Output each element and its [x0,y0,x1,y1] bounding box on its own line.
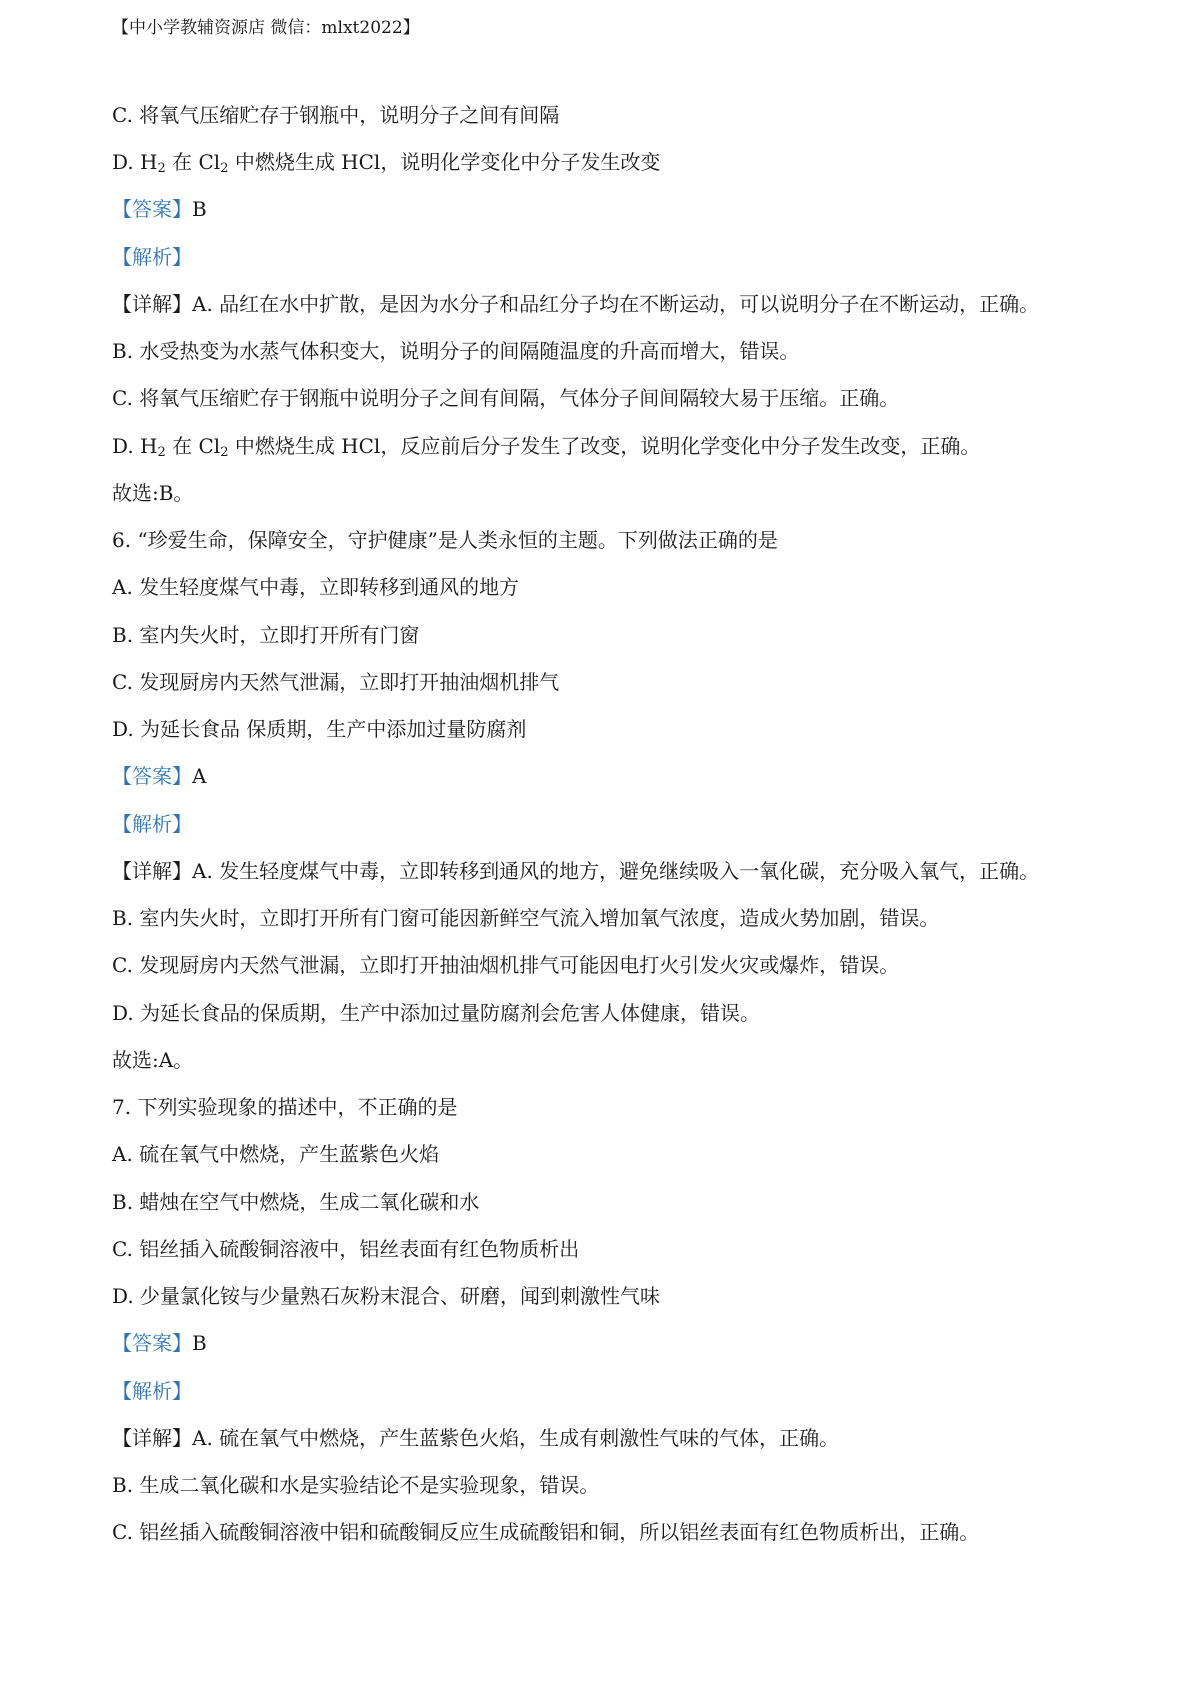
q6-analysis-tag: 【解析】 [112,812,192,836]
answer-tag: 【答案】 [112,1331,192,1355]
q7-detail-a: 【详解】A. 硫在氧气中燃烧，产生蓝紫色火焰，生成有刺激性气味的气体，正确。 [112,1426,840,1450]
q7-stem: 7. 下列实验现象的描述中，不正确的是 [112,1095,458,1119]
q7-option-b: B. 蜡烛在空气中燃烧，生成二氧化碳和水 [112,1190,480,1214]
q7-answer: 【答案】B [112,1331,207,1355]
q6-option-c: C. 发现厨房内天然气泄漏，立即打开抽油烟机排气 [112,670,560,694]
q7-detail-b: B. 生成二氧化碳和水是实验结论不是实验现象，错误。 [112,1473,600,1497]
q5-detail-d: D. $H_2$ 在 $Cl_2$ 中燃烧生成 HCl，反应前后分子发生了改变，说明化学变化中分子发生改变，正确。 [112,434,981,460]
q6-detail-b: B. 室内失火时，立即打开所有门窗可能因新鲜空气流入增加氧气浓度，造成火势加剧，错误。 [112,906,940,930]
q5-analysis-tag: 【解析】 [112,245,192,269]
page-header: 【中小学教辅资源店 微信：mlxt2022】 [112,18,420,38]
q7-option-a: A. 硫在氧气中燃烧，产生蓝紫色火焰 [112,1142,440,1166]
q5-detail-b: B. 水受热变为水蒸气体积变大，说明分子的间隔随温度的升高而增大，错误。 [112,339,800,363]
q6-detail-c: C. 发现厨房内天然气泄漏，立即打开抽油烟机排气可能因电打火引发火灾或爆炸，错误。 [112,953,900,977]
q6-option-b: B. 室内失火时，立即打开所有门窗 [112,623,420,647]
q5-option-c: C. 将氧气压缩贮存于钢瓶中，说明分子之间有间隔 [112,103,560,127]
q5-detail-c: C. 将氧气压缩贮存于钢瓶中说明分子之间有间隔，气体分子间间隔较大易于压缩。正确。 [112,386,900,410]
q5-detail-a: 【详解】A. 品红在水中扩散，是因为水分子和品红分子均在不断运动，可以说明分子在不断运动，正确。 [112,292,1040,316]
q6-detail-d: D. 为延长食品的保质期，生产中添加过量防腐剂会危害人体健康，错误。 [112,1001,761,1025]
q7-option-c: C. 铝丝插入硫酸铜溶液中，铝丝表面有红色物质析出 [112,1237,580,1261]
q5-answer: 【答案】B [112,197,207,221]
q6-option-d: D. 为延长食品 保质期，生产中添加过量防腐剂 [112,717,527,741]
q7-detail-c: C. 铝丝插入硫酸铜溶液中铝和硫酸铜反应生成硫酸铝和铜，所以铝丝表面有红色物质析出，正确。 [112,1520,980,1544]
q7-analysis-tag: 【解析】 [112,1379,192,1403]
q5-choose: 故选:B。 [112,481,194,505]
answer-tag: 【答案】 [112,197,192,221]
q6-option-a: A. 发生轻度煤气中毒，立即转移到通风的地方 [112,575,520,599]
q6-detail-a: 【详解】A. 发生轻度煤气中毒，立即转移到通风的地方，避免继续吸入一氧化碳，充分吸入氧气，正确。 [112,859,1040,883]
answer-tag: 【答案】 [112,764,192,788]
q6-stem: 6. “珍爱生命，保障安全，守护健康”是人类永恒的主题。下列做法正确的是 [112,528,778,552]
q7-option-d: D. 少量氯化铵与少量熟石灰粉末混合、研磨，闻到刺激性气味 [112,1284,661,1308]
q6-choose: 故选:A。 [112,1048,194,1072]
q6-answer: 【答案】A [112,764,207,788]
q5-option-d: D. $H_2$ 在 $Cl_2$ 中燃烧生成 HCl，说明化学变化中分子发生改变 [112,150,661,176]
